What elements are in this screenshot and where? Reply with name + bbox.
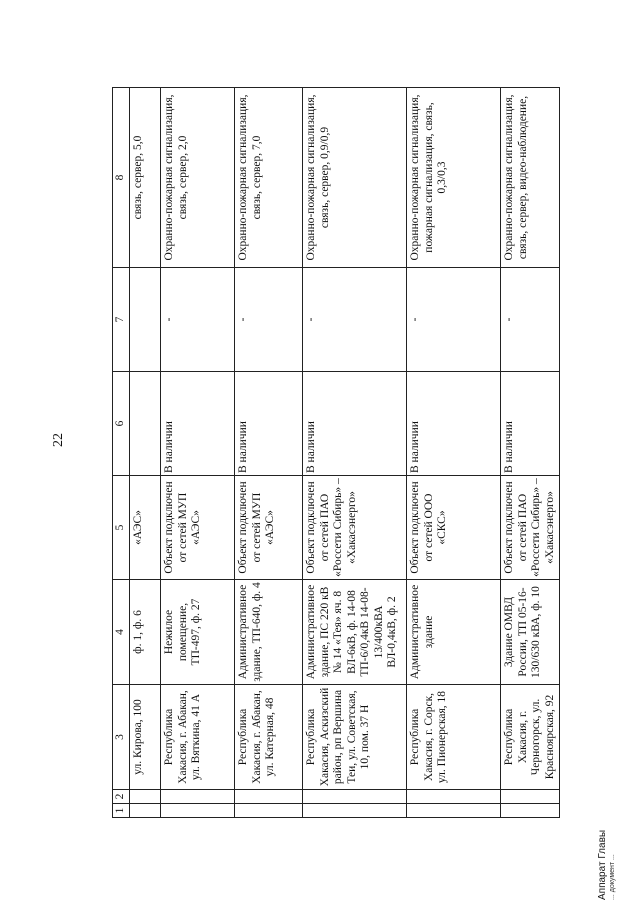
- status-cell: В наличии: [303, 372, 407, 476]
- power-cell: Объект подключен от сетей МУП «АЭС»: [235, 476, 303, 580]
- col7-cell: -: [501, 268, 560, 372]
- systems-cell: Охранно-пожарная сигнализация, связь, сервер, 0,9/0,9: [303, 88, 407, 268]
- col7-cell: [130, 268, 161, 372]
- premises-cell: Здание ОМВД России, ТП 05-16-130/630 кВА, ф. 10: [501, 580, 560, 685]
- header-cell: 6: [113, 372, 130, 476]
- systems-cell: связь, сервер, 5,0: [130, 88, 161, 268]
- systems-cell: Охранно-пожарная сигнализация, пожарная сигнализация, связь, 0,3/0,3: [407, 88, 501, 268]
- address-cell: ул. Кирова, 100: [130, 685, 161, 790]
- power-cell: Объект подключен от сетей ПАО «Россети Сибирь» – «Хакасэнерго»: [501, 476, 560, 580]
- header-row: [113, 88, 130, 818]
- footer-stamp: [598, 830, 617, 900]
- systems-cell: Охранно-пожарная сигнализация, связь, сервер, 7,0: [235, 88, 303, 268]
- power-cell: Объект подключен от сетей МУП «АЭС»: [161, 476, 235, 580]
- table-row: [501, 88, 560, 818]
- status-cell: В наличии: [407, 372, 501, 476]
- header-cell: 5: [113, 476, 130, 580]
- col7-cell: -: [407, 268, 501, 372]
- status-cell: В наличии: [161, 372, 235, 476]
- address-cell: Республика Хакасия, Аскизский район, рп Вершина Теи, ул. Советская, 10, пом. 37 Н: [303, 685, 407, 790]
- status-cell: В наличии: [235, 372, 303, 476]
- premises-cell: Административное здание: [407, 580, 501, 685]
- table-row: [303, 88, 407, 818]
- address-cell: Республика Хакасия, г. Абакан, ул. Катерная, 48: [235, 685, 303, 790]
- address-cell: Республика Хакасия, г. Абакан, ул. Вяткина, 41 А: [161, 685, 235, 790]
- col7-cell: -: [235, 268, 303, 372]
- table-row-continuation: [130, 88, 161, 818]
- systems-cell: Охранно-пожарная сигнализация, связь, сервер, 2,0: [161, 88, 235, 268]
- status-cell: В наличии: [501, 372, 560, 476]
- table-row: [161, 88, 235, 818]
- premises-cell: ф. 1, ф. 6: [130, 580, 161, 685]
- header-cell: 7: [113, 268, 130, 372]
- address-cell: Республика Хакасия, г. Сорск, ул. Пионерская, 18: [407, 685, 501, 790]
- table-row: [407, 88, 501, 818]
- systems-cell: Охранно-пожарная сигнализация, связь, сервер, видео-наблюдение,: [501, 88, 560, 268]
- power-cell: Объект подключен от сетей ПАО «Россети Сибирь» – «Хакасэнерго»: [303, 476, 407, 580]
- header-cell: 1: [113, 804, 130, 818]
- address-cell: Республика Хакасия, г. Черногорск, ул. Красноярская, 92: [501, 685, 560, 790]
- premises-cell: Административное здание, ПС 220 кВ № 14 «Тея» яч. 8 ВЛ-6кВ, ф. 14-08 ТП-6/0,4кВ 14-08-13/400кВА ВЛ-0,4кВ, ф. 2: [303, 580, 407, 685]
- table-row: [235, 88, 303, 818]
- header-cell: 2: [113, 790, 130, 804]
- footer-subline: ... документ ...: [609, 854, 616, 900]
- header-cell: 4: [113, 580, 130, 685]
- premises-cell: Нежилое помещение, ТП-497, ф. 27: [161, 580, 235, 685]
- header-cell: 3: [113, 685, 130, 790]
- objects-table: [112, 87, 560, 818]
- header-cell: 8: [113, 88, 130, 268]
- footer-line: Аппарат Главы: [597, 829, 608, 900]
- col7-cell: -: [303, 268, 407, 372]
- rotated-table-container: [112, 88, 556, 818]
- premises-cell: Административное здание, ТП-640, ф. 4: [235, 580, 303, 685]
- col7-cell: -: [161, 268, 235, 372]
- page-number: 22: [51, 433, 66, 447]
- power-cell: «АЭС»: [130, 476, 161, 580]
- status-cell: [130, 372, 161, 476]
- power-cell: Объект подключен от сетей ООО «СКС»: [407, 476, 501, 580]
